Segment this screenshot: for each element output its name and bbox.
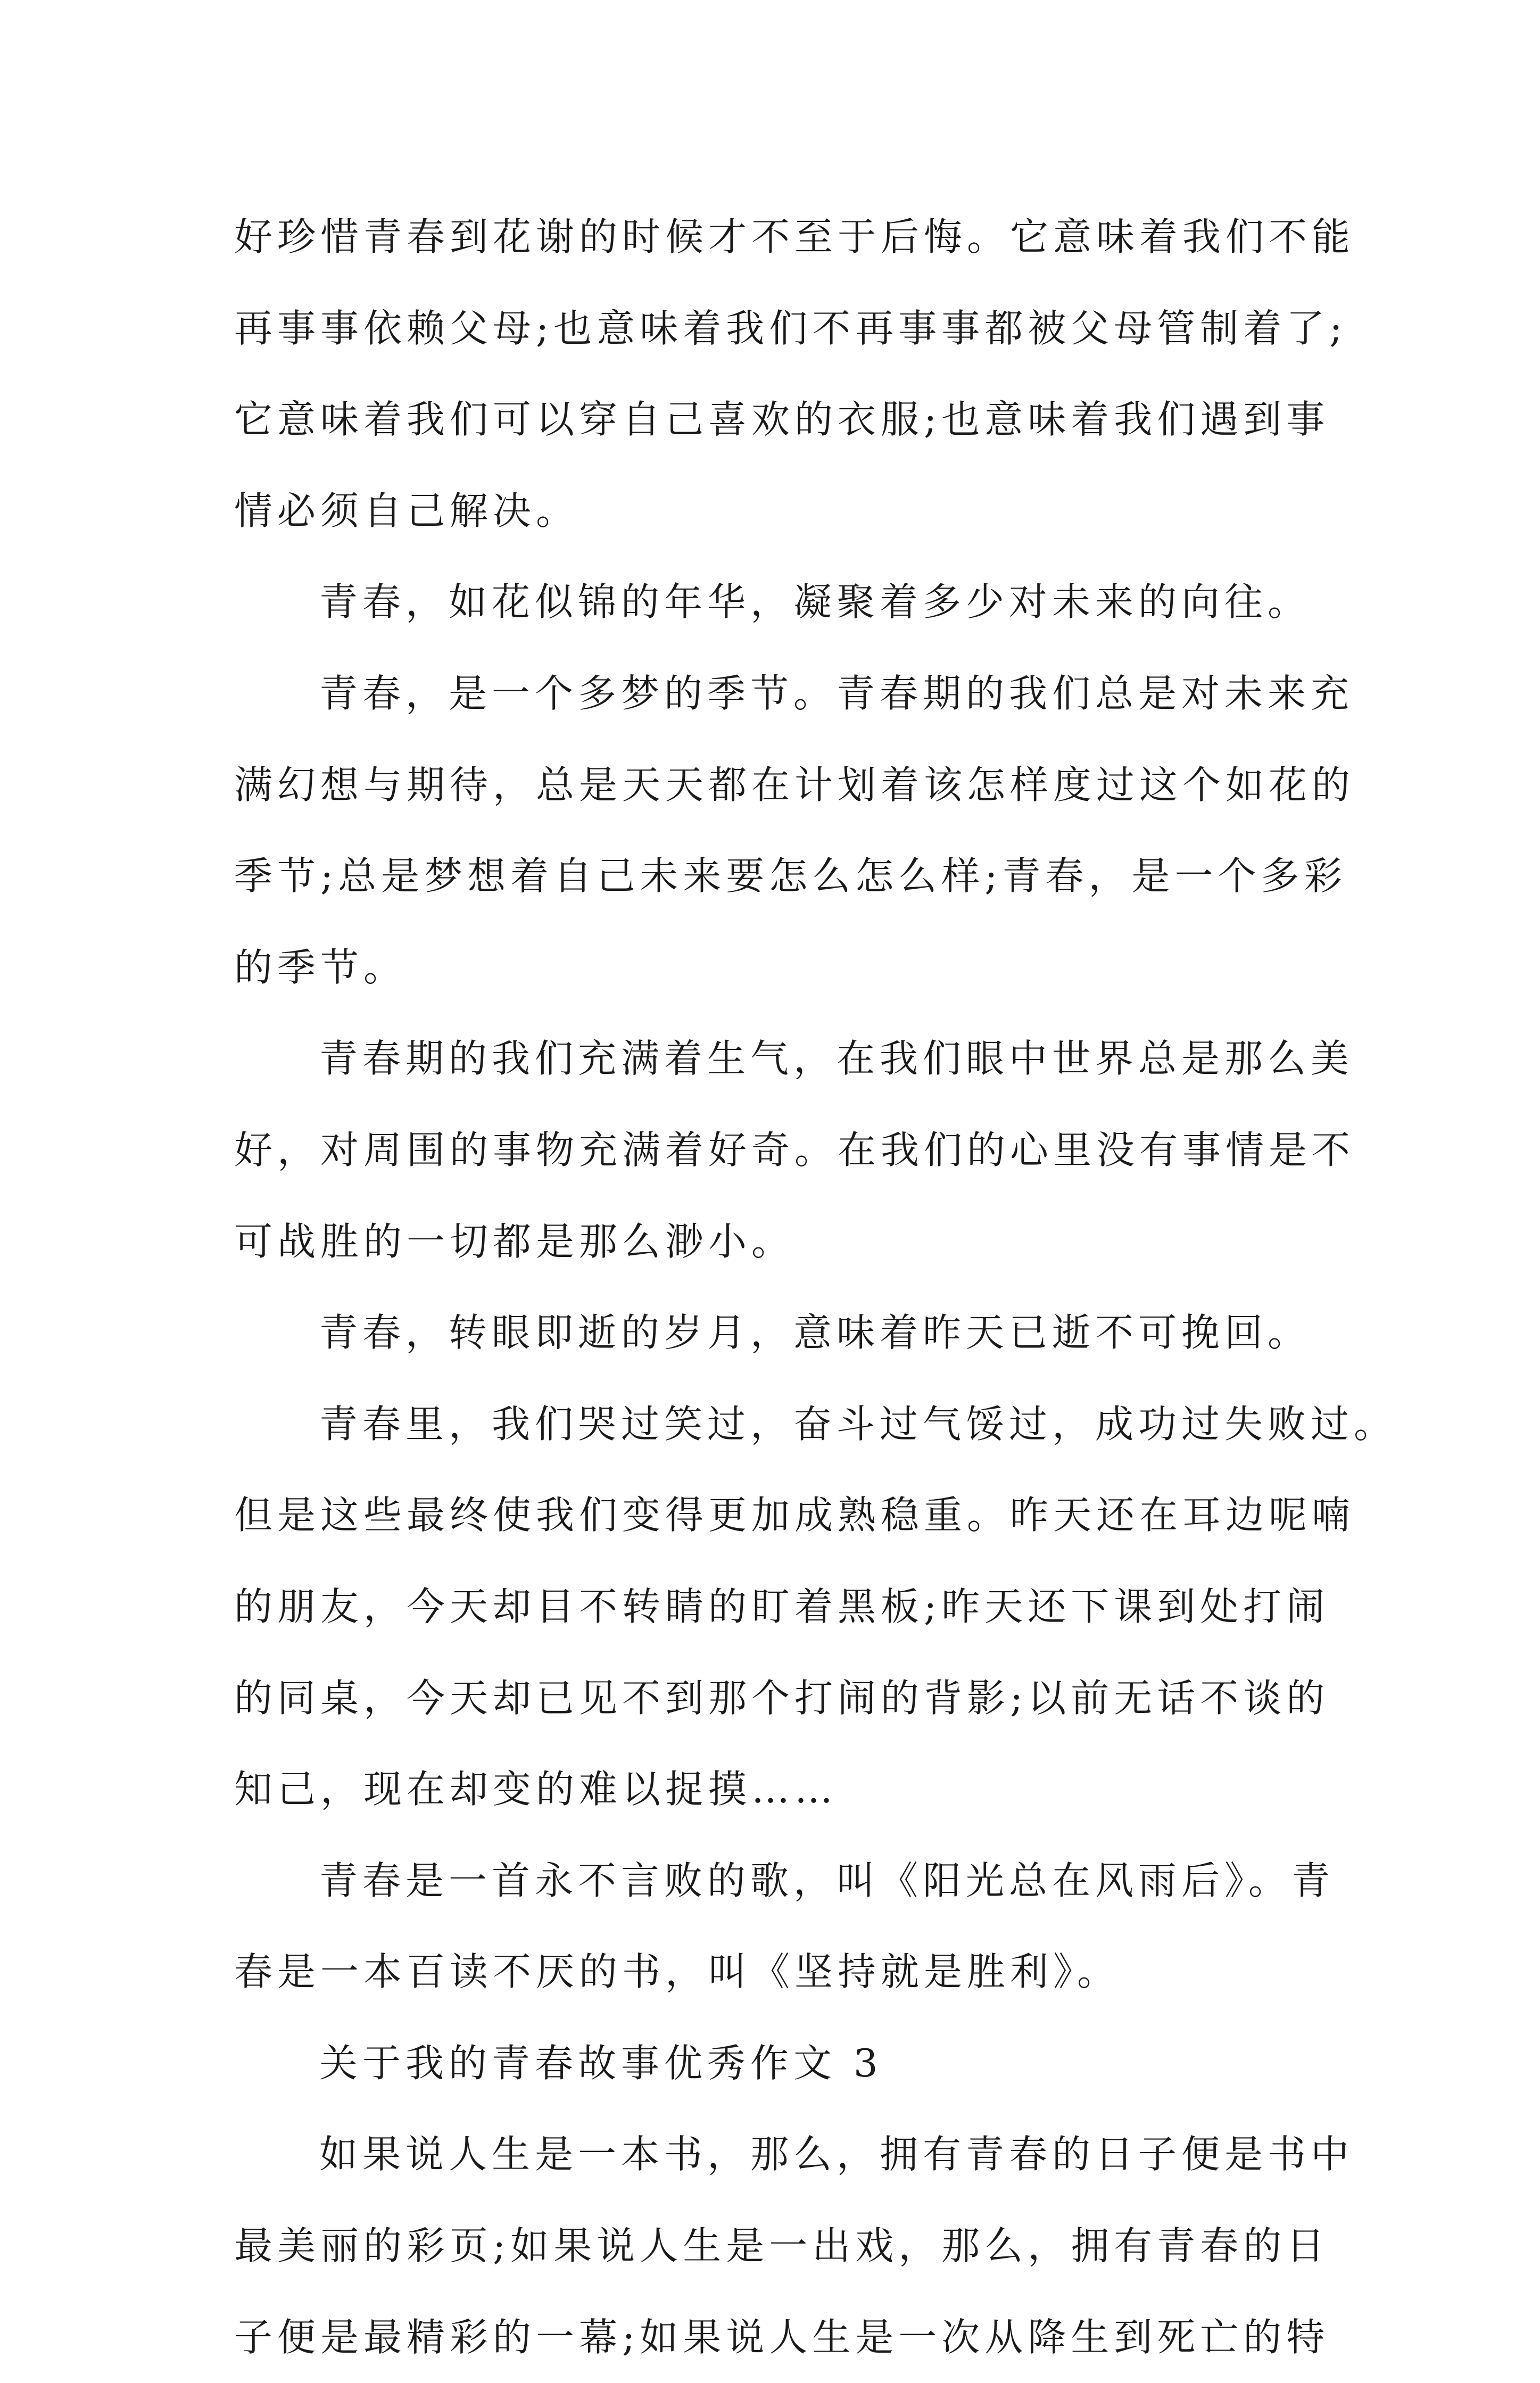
text-line: 好珍惜青春到花谢的时候才不至于后悔。它意味着我们不能 [234, 214, 1355, 259]
text-line: 的同桌，今天却已见不到那个打闹的背影;以前无话不谈的 [234, 1675, 1330, 1720]
essay-body [234, 192, 1397, 2383]
paragraph-start: 青春是一首永不言败的歌，叫《阳光总在风雨后》。青 [319, 1858, 1335, 1903]
text-line: 知己，现在却变的难以捉摸…… [234, 1767, 838, 1812]
paragraph-start: 如果说人生是一本书，那么，拥有青春的日子便是书中 [319, 2132, 1354, 2177]
text-line: 它意味着我们可以穿自己喜欢的衣服;也意味着我们遇到事 [234, 397, 1330, 442]
text-line: 春是一本百读不厌的书，叫《坚持就是胜利》。 [234, 1949, 1121, 1995]
text-line: 季节;总是梦想着自己未来要怎么怎么样;青春，是一个多彩 [234, 854, 1347, 899]
text-line: 最美丽的彩页;如果说人生是一出戏，那么，拥有青春的日 [234, 2223, 1330, 2269]
text-line: 情必须自己解决。 [234, 488, 579, 533]
text-line: 好，对周围的事物充满着好奇。在我们的心里没有事情是不 [234, 1127, 1355, 1172]
text-line: 再事事依赖父母;也意味着我们不再事事都被父母管制着了; [234, 305, 1347, 351]
paragraph-start: 青春，如花似锦的年华，凝聚着多少对未来的向往。 [319, 580, 1311, 625]
text-line: 的朋友，今天却目不转睛的盯着黑板;昨天还下课到处打闹 [234, 1584, 1330, 1629]
text-line: 但是这些最终使我们变得更加成熟稳重。昨天还在耳边呢喃 [234, 1493, 1355, 1538]
text-line: 满幻想与期待，总是天天都在计划着该怎样度过这个如花的 [234, 762, 1355, 807]
paragraph-start: 青春，转眼即逝的岁月，意味着昨天已逝不可挽回。 [319, 1310, 1311, 1355]
section-heading: 关于我的青春故事优秀作文 3 [319, 2040, 883, 2086]
text-line: 的季节。 [234, 945, 407, 990]
paragraph-start: 青春里，我们哭过笑过，奋斗过气馁过，成功过失败过。 [319, 1401, 1397, 1446]
text-line: 子便是最精彩的一幕;如果说人生是一次从降生到死亡的特 [234, 2314, 1330, 2360]
text-line: 可战胜的一切都是那么渺小。 [234, 1219, 795, 1264]
paragraph-start: 青春期的我们充满着生气，在我们眼中世界总是那么美 [319, 1036, 1354, 1081]
paragraph-start: 青春，是一个多梦的季节。青春期的我们总是对未来充 [319, 671, 1354, 716]
